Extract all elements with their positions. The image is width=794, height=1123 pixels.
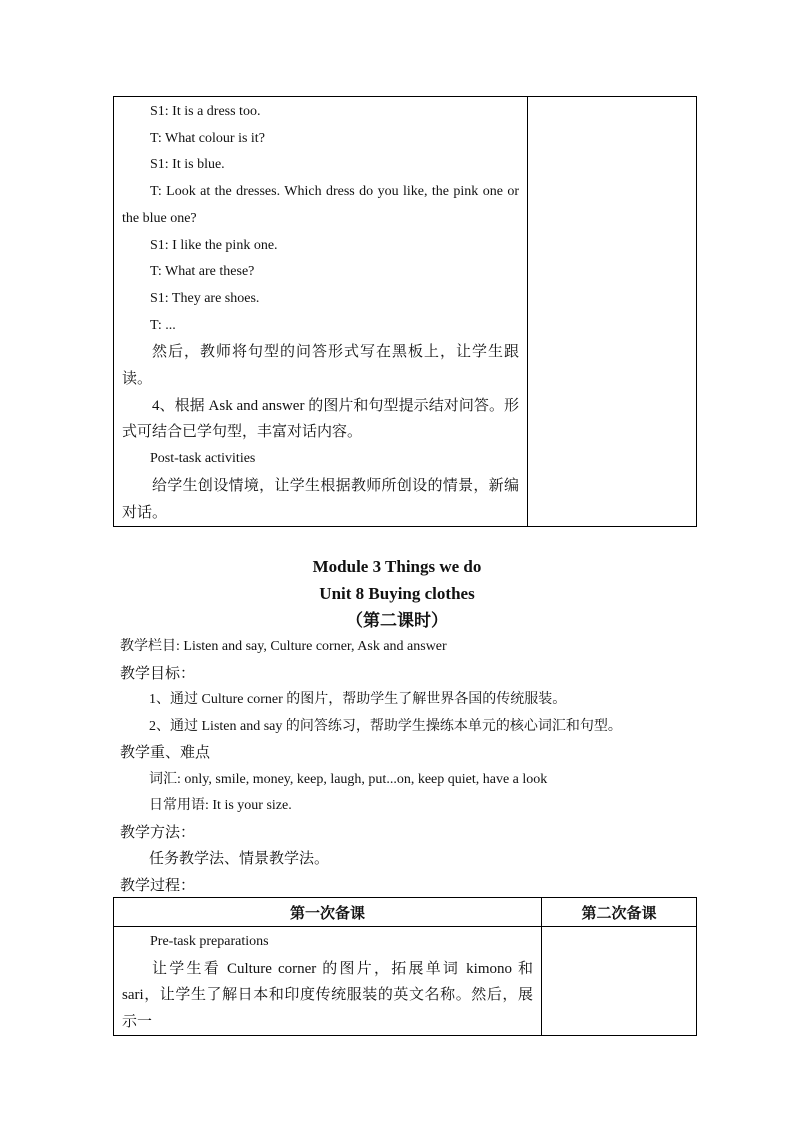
text-line: 4、根据 Ask and answer 的图片和句型提示结对问答。形式可结合已学句型，丰富对话内容。 [122,397,519,441]
daily-phrase: 日常用语: It is your size. [149,798,292,813]
methods-label: 教学方法： [120,824,196,841]
text-line: S1: I like the pink one. [150,237,278,253]
lesson-process-table [113,897,697,1036]
key-points-label: 教学重、难点 [120,745,211,761]
first-prep-cell [114,97,528,527]
methods: 任务教学法、情景教学法。 [149,851,330,867]
text-line: S1: They are shoes. [150,290,260,306]
text-line: Pre-task preparations [150,934,269,949]
text-line: 然后，教师将句型的问答形式写在黑板上，让学生跟读。 [122,344,519,388]
text-line: T: What are these? [150,264,255,280]
vocabulary: 词汇: only, smile, money, keep, laugh, put...on, keep quiet, have a look [149,771,548,787]
goal-item: 2、通过 Listen and say 的问答练习，帮助学生操练本单元的核心词汇和句型。 [149,718,622,734]
second-prep-cell [542,927,697,1036]
dialogue-text [114,97,527,526]
text-line: S1: It is blue. [150,157,225,173]
process-label: 教学过程： [120,877,196,894]
unit-title: Unit 8 Buying clothes [319,584,475,603]
text-line: 让学生看 Culture corner 的图片，拓展单词 kimono 和 sari，让学生了解日本和印度传统服装的英文名称。然后，展示一 [122,960,533,1030]
text-line: S1: It is a dress too. [150,104,261,119]
lesson-subtitle: （第二课时） [346,611,448,630]
header-second-prep: 第二次备课 [542,898,697,927]
goals-label: 教学目标： [120,665,196,682]
text-line: T: ... [150,317,176,333]
module-title: Module 3 Things we do [312,557,482,576]
lesson-heading [0,553,794,634]
first-prep-cell [114,927,542,1036]
text-line: T: Look at the dresses. Which dress do you like, the pink one or the blue one? [122,184,519,226]
second-prep-cell [528,97,697,527]
teaching-columns: 教学栏目: Listen and say, Culture corner, Ask and answer [120,639,447,654]
text-line: 给学生创设情境，让学生根据教师所创设的情景，新编对话。 [122,477,519,521]
header-first-prep: 第一次备课 [114,898,542,927]
text-line: Post-task activities [150,451,256,467]
text-line: T: What colour is it? [150,130,265,146]
goal-item: 1、通过 Culture corner 的图片，帮助学生了解世界各国的传统服装。 [149,692,567,707]
lesson-table-continued [113,96,697,527]
process-text [114,927,541,1035]
lesson-plan-body [120,634,700,899]
